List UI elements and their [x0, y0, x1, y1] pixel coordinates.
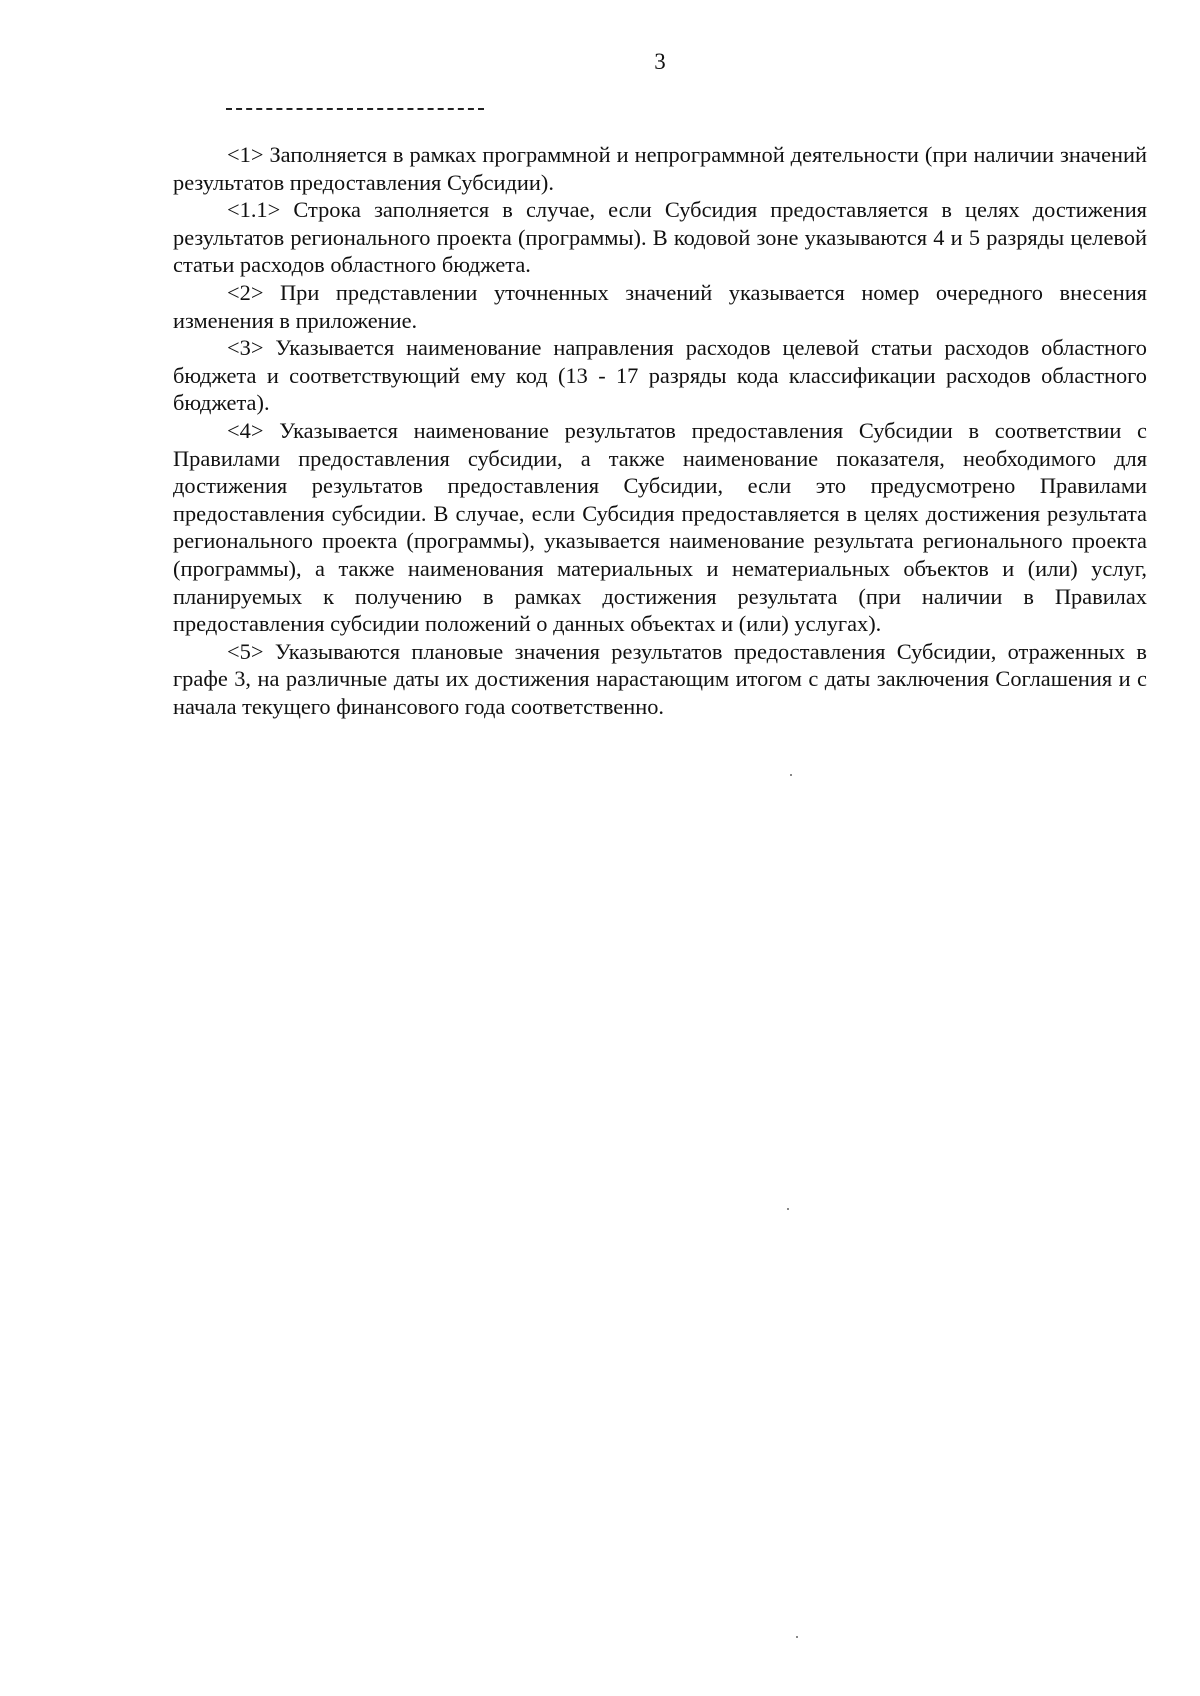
footnote-marker: <5>	[227, 638, 264, 664]
scan-speck	[790, 774, 792, 776]
footnote-2	[173, 279, 1147, 334]
footnote-separator	[226, 108, 484, 110]
footnote-text: Указывается наименование результатов предоставления Субсидии в соответствии с Правилами предоставления субсидии, а также наименование показателя, необходимого для достижения результатов предоставления Субсидии, если это предусмотрено Правилами предоставления субсидии. В случае, если Субсидия предоставляется в целях достижения результата регионального проекта (программы), указывается наименование результата регионального проекта (программы), а также наименования материальных и нематериальных объектов и (или) услуг, планируемых к получению в рамках достижения результата (при наличии в Правилах предоставления субсидии положений о данных объектах и (или) услугах).	[173, 417, 1147, 637]
footnote-marker: <1.1>	[227, 197, 281, 223]
footnote-text: Указываются плановые значения результатов предоставления Субсидии, отраженных в графе 3, на различные даты их достижения нарастающим итогом с даты заключения Соглашения и с начала текущего финансового года соответственно.	[173, 638, 1147, 719]
footnote-text: Строка заполняется в случае, если Субсидия предоставляется в целях достижения результатов регионального проекта (программы). В кодовой зоне указываются 4 и 5 разряды целевой статьи расходов областного бюджета.	[173, 197, 1147, 278]
footnote-marker: <4>	[227, 417, 264, 443]
footnote-4	[173, 417, 1147, 638]
footnotes	[173, 141, 1147, 720]
footnote-marker: <2>	[227, 279, 264, 305]
footnote-text: При представлении уточненных значений указывается номер очередного внесения изменения в приложение.	[173, 279, 1147, 333]
footnote-text: Указывается наименование направления расходов целевой статьи расходов областного бюджета и соответствующий ему код (13 - 17 разряды кода классификации расходов областного бюджета).	[173, 335, 1147, 416]
footnote-1-1	[173, 196, 1147, 279]
footnote-5	[173, 638, 1147, 721]
footnote-marker: <1>	[227, 142, 264, 167]
scan-speck	[796, 1636, 798, 1638]
footnote-marker: <3>	[227, 335, 264, 361]
footnote-text: Заполняется в рамках программной и непрограммной деятельности (при наличии значений результатов предоставления Субсидии).	[173, 142, 1147, 195]
scan-speck	[787, 1208, 789, 1210]
footnote-3	[173, 334, 1147, 417]
footnote-1	[173, 141, 1147, 196]
page-number: 3	[654, 49, 666, 74]
